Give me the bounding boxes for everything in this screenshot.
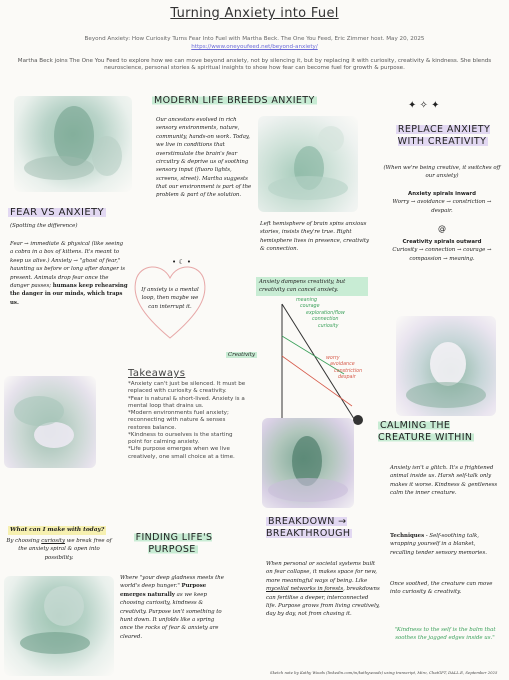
breakdown-heading: BREAKDOWN → BREAKTHROUGH	[266, 516, 351, 540]
calming-body: Anxiety isn't a glitch. It's a frightened animal inside us. Harsh self-talk only makes it worse. Kindness & gentleness calm the inner creature.	[390, 465, 498, 497]
rabbit-illustration	[396, 316, 496, 416]
footer-credit: Sketch note by Kathy Woods (linkedin.com/in/kathywoods) using transcript, Miro, ChatGPT, DALL.E, September 2025	[270, 670, 498, 675]
takeaways-heading: Takeaways	[128, 368, 186, 379]
todo-body: By choosing curiosity we break free of the anxiety spiral & open into possibility.	[6, 538, 112, 561]
takeaway-item: *Anxiety can't just be silenced. It must be replaced with curiosity & creativity.	[128, 381, 246, 395]
breakdown-body: When personal or societal systems built on fear collapse, it makes space for new, more meaningful ways of being. Like mycelial networks in forests, breakdowns can fertilise a deeper, interconnected life. Purpose grows from living creatively, day by day, not from chasing it.	[266, 561, 380, 618]
modern-life-body: Our ancestors evolved in rich sensory environments, nature, community, hands-on work. Today, we live in conditions that overstimulate the brain's fear circuitry & deprive us of soothing sensory input (fluoro lights, screens, street). Martha suggests that our environment is part of the problem & part of the solution.	[156, 117, 252, 199]
diagram-up-labels: meaning courage exploration/flow connection curiosity	[296, 298, 345, 329]
fear-vs-anxiety-subheading: (Spotting the difference)	[10, 223, 78, 229]
creativity-spiral-steps: Curiosity → connection → courage → compassion → meaning.	[392, 247, 492, 262]
episode-subtitle: Beyond Anxiety: How Curiosity Turns Fear Into Fuel with Martha Beck. The One You Feed, Eric Zimmer host. May 20, 2025	[84, 36, 425, 42]
takeaway-item: *Kindness to ourselves is the starting point for calming anxiety.	[128, 431, 233, 446]
episode-link[interactable]: https://www.oneyoufeed.net/beyond-anxiety/	[191, 44, 318, 50]
calming-quote: "Kindness to the self is the balm that soothes the jagged edges inside us."	[394, 627, 496, 642]
fear-vs-anxiety-body: Fear → immediate & physical (like seeing a cobra in a box of kittens. It's meant to keep us alive.) Anxiety → "ghost of fear," haunting us before or long after danger is present. Animals drop fear once the danger passes; humans keep rehearsing the danger in our minds, which traps us.	[10, 241, 128, 306]
anxiety-spiral-steps: Worry → avoidance → constriction → despair.	[392, 199, 492, 214]
takeaways-list	[128, 381, 248, 461]
calming-techniques: Techniques - Self-soothing talk, wrapping yourself in a blanket, recalling tender sensory memories.	[390, 533, 487, 556]
brain-hemisphere-caption: Left hemisphere of brain spins anxious stories, insists they're true. Right hemisphere lives in presence, creativity & connection.	[260, 221, 370, 253]
diagram-creativity-label: Creativity	[228, 352, 255, 358]
takeaway-item: *Modern environments fuel anxiety; reconnecting with nature & senses restores balance.	[128, 410, 229, 431]
page-title: Turning Anxiety into Fuel	[170, 6, 339, 21]
anxiety-spiral-title: Anxiety spirals inward	[408, 191, 476, 197]
takeaway-item: *Life purpose emerges when we live creatively, one small choice at a time.	[128, 446, 235, 460]
forest-creature-illustration	[14, 96, 132, 192]
spiral-dot-icon	[353, 415, 363, 425]
sleeping-rabbit-illustration	[4, 376, 96, 468]
heart-text: If anxiety is a mental loop, then maybe we can interrupt it.	[141, 287, 199, 310]
todo-heading: What can I make with today?	[10, 527, 105, 533]
hooded-figure-illustration	[262, 418, 354, 508]
purpose-body: Where "your deep gladness meets the world's deep hunger." Purpose emerges naturally as we keep choosing curiosity, kindness & creativity. Purpose isn't something to hunt down. It unfolds like a spring once the rocks of fear & anxiety are cleared.	[120, 575, 224, 640]
replace-anxiety-intro: (When we're being creative, it switches off our anxiety)	[383, 165, 501, 180]
creativity-spiral-title: Creativity spirals outward	[402, 239, 482, 245]
dampen-note: Anxiety dampens creativity, but creativity can cancel anxiety.	[256, 277, 368, 296]
modern-life-heading: MODERN LIFE BREEDS ANXIETY	[154, 95, 315, 106]
takeaway-item: *Fear is natural & short-lived. Anxiety is a mental loop that drains us.	[128, 395, 245, 409]
fear-vs-anxiety-heading: FEAR VS ANXIETY	[10, 207, 105, 218]
moon-icon: • ☾ •	[172, 258, 191, 266]
rabbit-forest-illustration	[258, 116, 358, 212]
replace-anxiety-heading: REPLACE ANXIETY WITH CREATIVITY	[397, 124, 491, 148]
spiral-icon: @	[438, 224, 446, 233]
calming-body-2: Once soothed, the creature can move into curiosity & creativity.	[390, 581, 493, 596]
creature-ground-illustration	[4, 576, 114, 676]
purpose-heading: FINDING LIFE'S PURPOSE	[135, 532, 213, 556]
episode-link-wrap	[20, 44, 489, 51]
sparkle-icon: ✦ ✧ ✦	[408, 100, 440, 111]
calming-heading: CALMING THE CREATURE WITHIN	[378, 420, 473, 444]
diagram-down-labels: worry avoidance constriction despair	[326, 356, 363, 381]
intro-text: Martha Beck joins The One You Feed to explore how we can move beyond anxiety, not by silencing it, but by replacing it with curiosity, creativity & kindness. She blends neuroscience, personal stories & spiritual insights to show how fear can become fuel for growth & purpose.	[17, 58, 492, 72]
